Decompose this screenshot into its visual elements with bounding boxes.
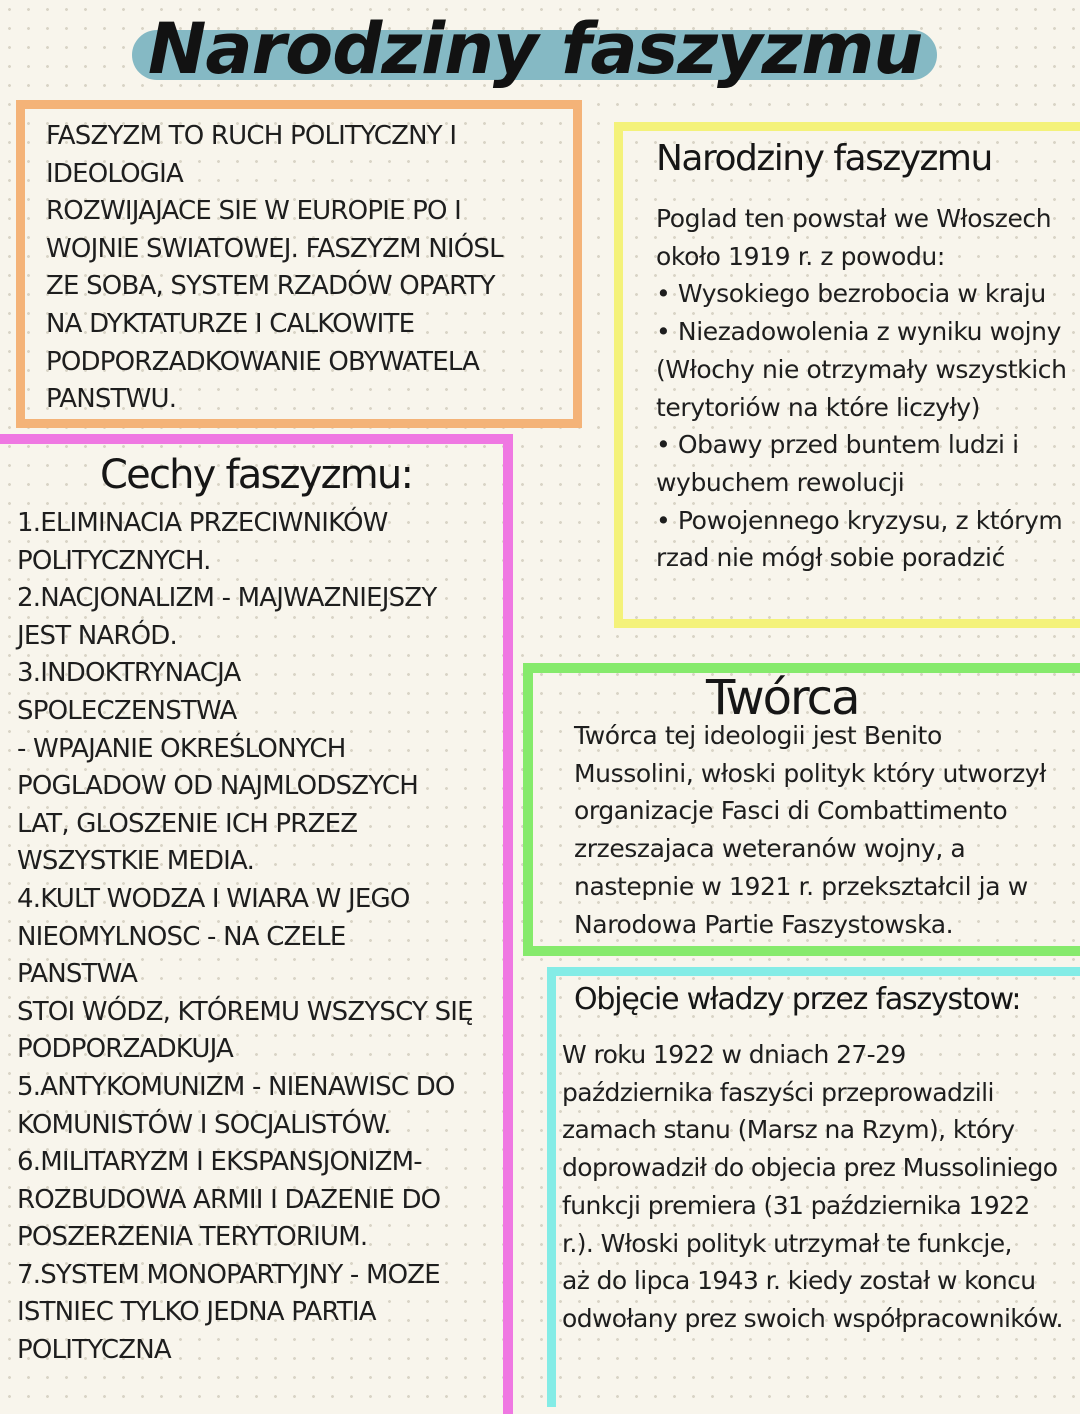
power-heading: Objęcie władzy przez faszystow: (574, 982, 1021, 1017)
origins-text: Poglad ten powstał we Włoszech około 1919 r. z powodu: • Wysokiego bezrobocia w kraju • Niezadowolenia z wyniku wojny (Włochy nie otrzymały wszystkich terytoriów na które liczyły) • Obawy przed buntem ludzi i wybuchem rewolucji • Powojennego kryzysu, z którym rzad nie mógł sobie poradzić (656, 204, 1067, 573)
creator-heading: Twórca (706, 670, 859, 726)
creator-text: Twórca tej ideologii jest Benito Mussolini, włoski polityk który utworzył organizacje Fasci di Combattimento zrzeszajaca weteranów wojny, a nastepnie w 1921 r. przekształcil ja w Narodowa Partie Faszystowska. (574, 721, 1046, 939)
page-title: Narodziny faszyzmu (147, 8, 923, 90)
origins-heading: Narodziny faszyzmu (656, 138, 992, 179)
features-list: 1.ELIMINACIA PRZECIWNIKÓW POLITYCZNYCH. 2.NACJONALIZM - MAJWAZNIEJSZY JEST NARÓD. 3.INDOKTRYNACJA SPOLECZENSTWA - WPAJANIE OKREŚLONYCH POGLADOW OD NAJMLODSZYCH LAT, GLOSZENIE ICH PRZEZ WSZYSTKIE MEDIA. 4.KULT WODZA I WIARA W JEGO NIEOMYLNOSC - NA CZELE PANSTWA STOI WÓDZ, KTÓREMU WSZYSCY SIĘ PODPORZADKUJA 5.ANTYKOMUNIZM - NIENAWISC DO KOMUNISTÓW I SOCJALISTÓW. 6.MILITARYZM I EKSPANSJONIZM- ROZBUDOWA ARMII I DAZENIE DO POSZERZENIA TERYTORIUM. 7.SYSTEM MONOPARTYJNY - MOZE ISTNIEC TYLKO JEDNA PARTIA POLITYCZNA (17, 508, 473, 1366)
features-heading: Cechy faszyzmu: (100, 452, 413, 498)
power-text: W roku 1922 w dniach 27-29 października faszyści przeprowadzili zamach stanu (Marsz na Rzym), który doprowadził do objecia prez Mussoliniego funkcji premiera (31 października 1922 r.). Włoski polityk utrzymał te funkcje, aż do lipca 1943 r. kiedy został w koncu odwołany prez swoich współpracowników. (562, 1040, 1063, 1333)
definition-text: FASZYZM TO RUCH POLITYCZNY I IDEOLOGIA ROZWIJAJACE SIE W EUROPIE PO I WOJNIE SWIATOWEJ. FASZYZM NIÓSL ZE SOBA, SYSTEM RZADÓW OPARTY NA DYKTATURZE I CALKOWITE PODPORZADKOWANIE OBYWATELA PANSTWU. (46, 121, 503, 415)
